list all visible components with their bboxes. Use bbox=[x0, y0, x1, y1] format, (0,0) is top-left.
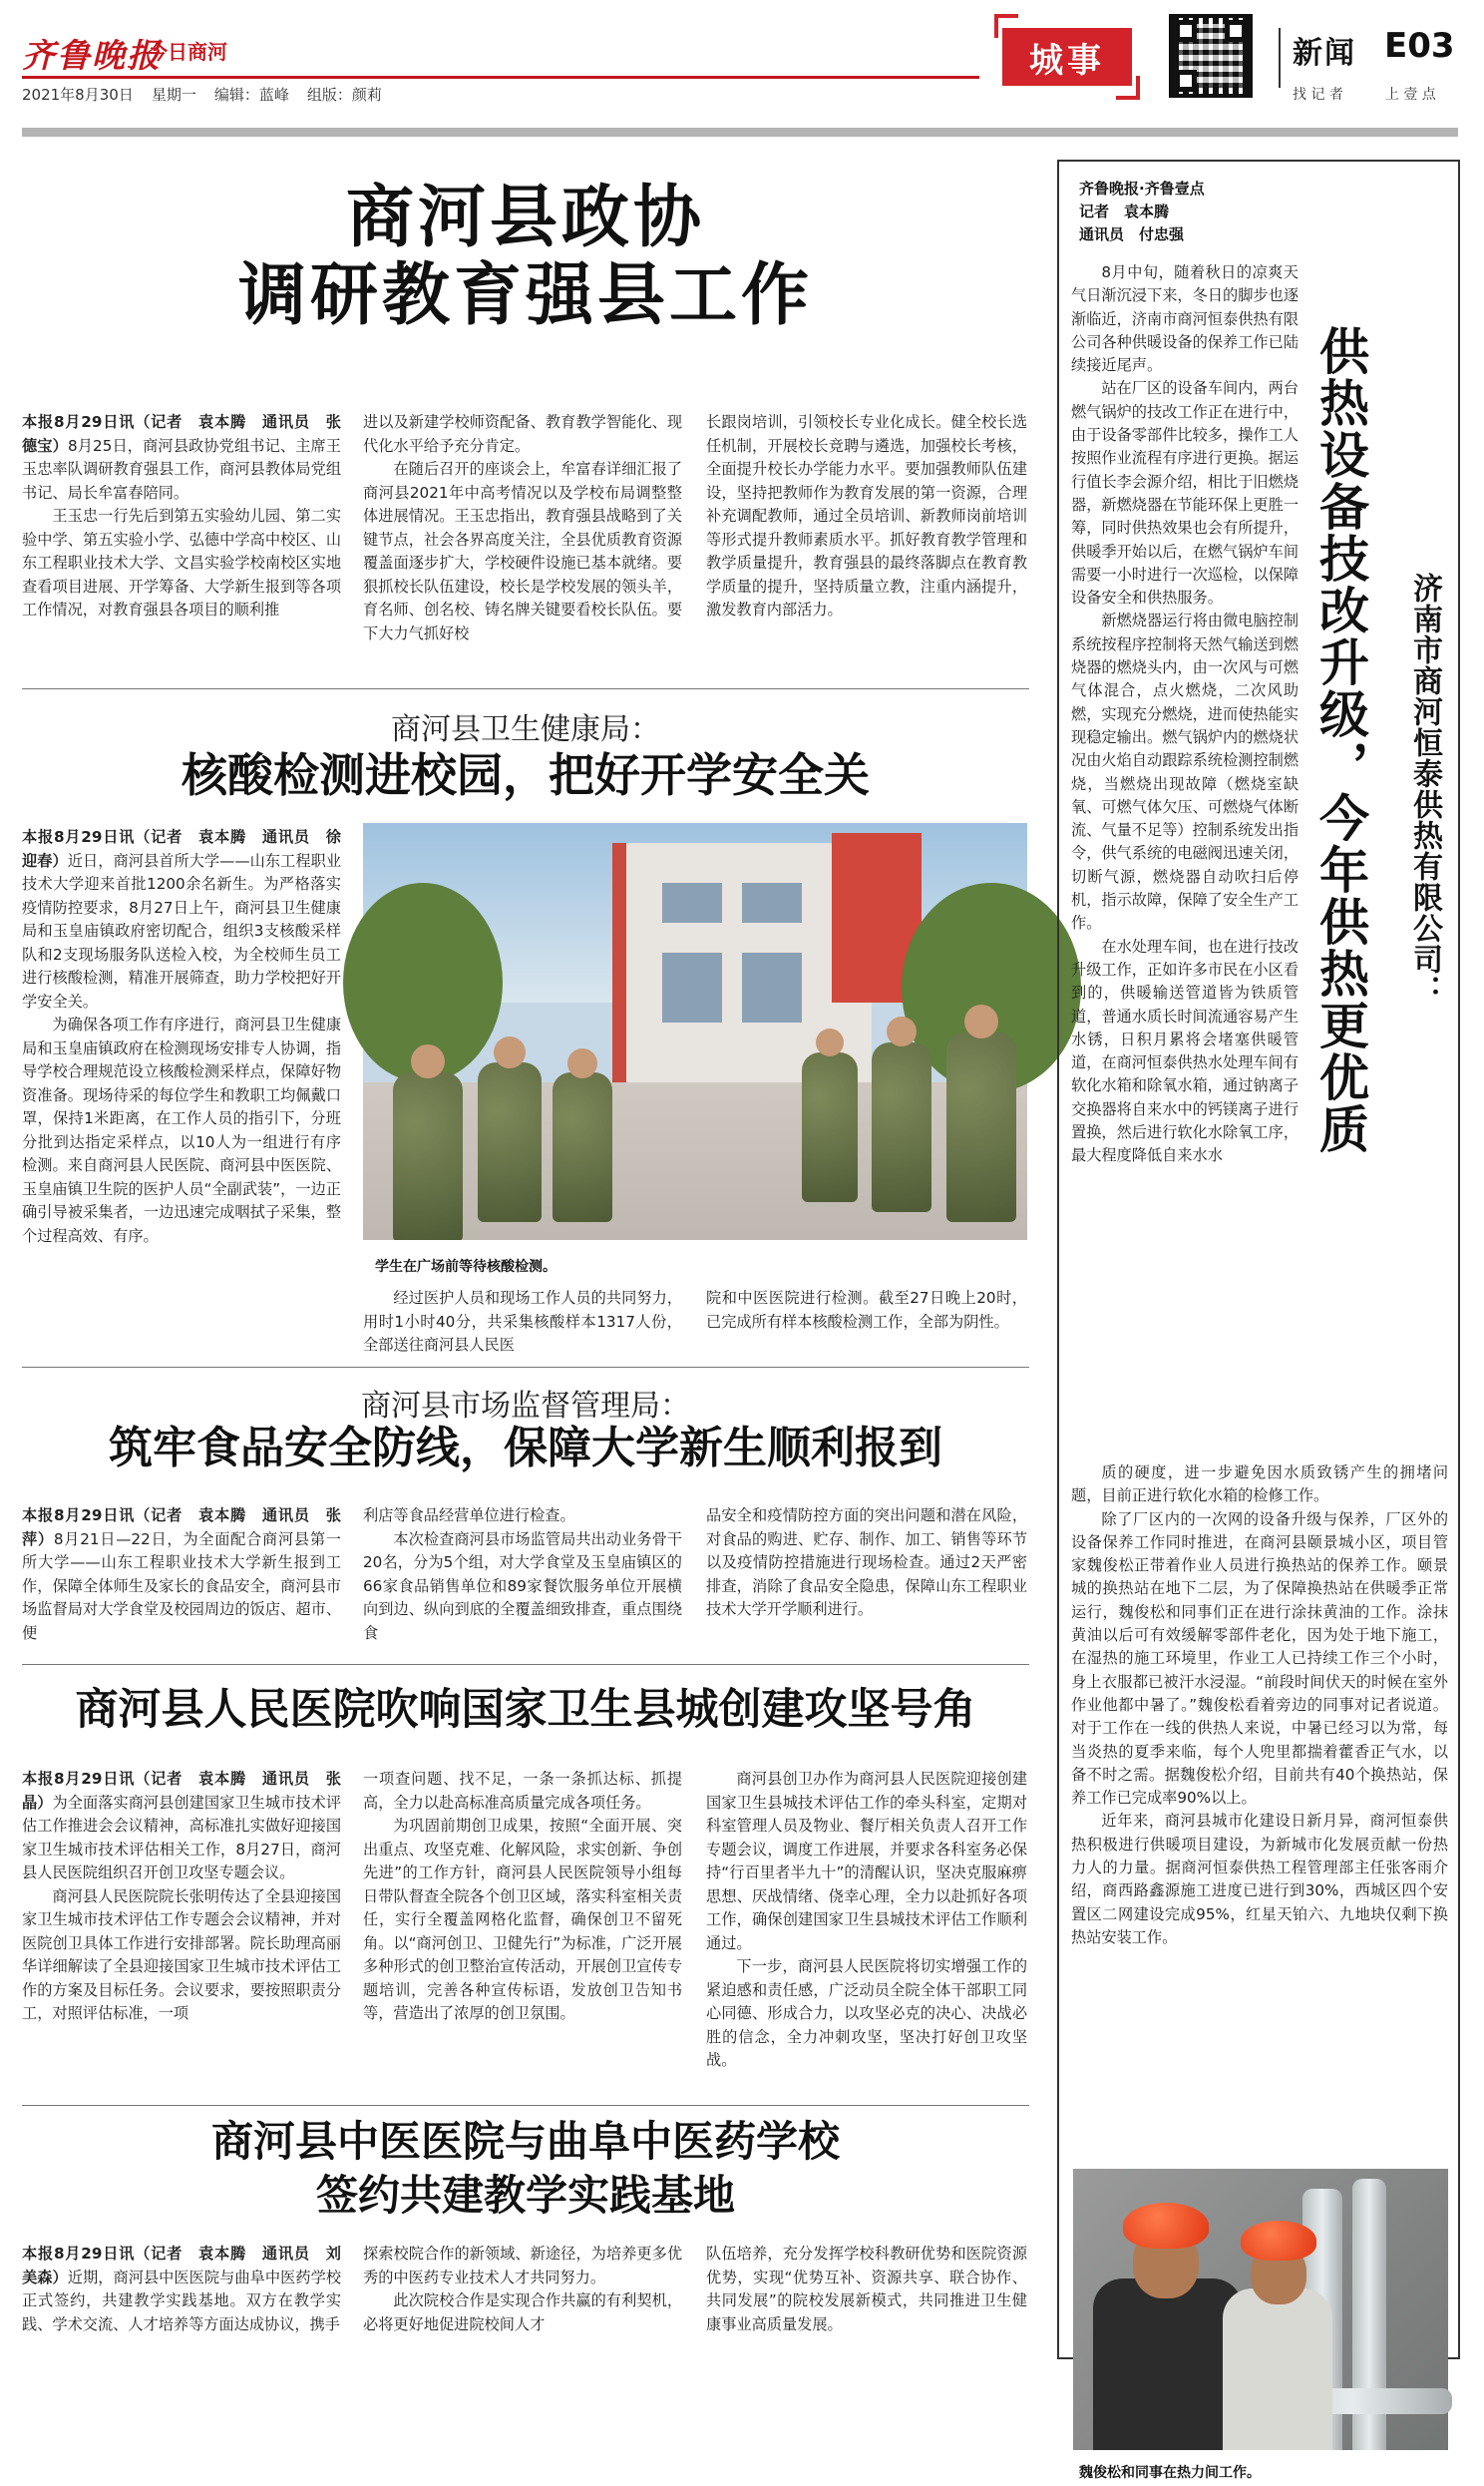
dateline: 本报8月29日讯（记者 袁本腾 通讯员 张德宝） bbox=[22, 413, 341, 455]
dateline: 本报8月29日讯（记者 袁本腾 通讯员 张晶） bbox=[22, 1770, 341, 1812]
article3-kicker: 商河县市场监督管理局： bbox=[361, 1389, 690, 1424]
student-figure bbox=[872, 1042, 931, 1212]
paragraph bbox=[22, 1768, 341, 1885]
masthead-gray-band bbox=[22, 128, 1458, 137]
paragraph: 8月中旬，随着秋日的凉爽天气日渐沉浸下来，冬日的脚步也逐渐临近，济南市商河恒泰供热有限公司各种供暖设备的保养工作已陆续接近尾声。 bbox=[1071, 263, 1298, 375]
heating-plant-photo bbox=[1073, 2169, 1448, 2486]
student-head bbox=[887, 1017, 917, 1046]
paragraph-text: 8月25日，商河县政协党组书记、主席王玉忠率队调研教育强县工作，商河县教体局党组书记、局长牟富春陪同。 bbox=[22, 436, 341, 502]
article1-title-line1: 商河县政协 bbox=[345, 179, 705, 257]
paragraph bbox=[1071, 1461, 1448, 1508]
paragraph-text: 利店等食品经营单位进行检查。 bbox=[363, 1506, 575, 1524]
edition-name: 今日商河 bbox=[148, 40, 227, 64]
article5-title-line2: 签约共建教学实践基地 bbox=[315, 2171, 735, 2220]
student-figure bbox=[478, 1062, 542, 1222]
paragraph-text: 近年来，商河县城市化建设日新月异，商河恒泰供热积极进行供暖项目建设，为新城市化发展贡献一份热力人的力量。据商河恒泰供热工程管理部主任张客雨介绍，商西路鑫源施工进度已进行到30%，西城区四个安置区二网建设完成95%，红星天铂六、九地块仅剩下换热站安装工作。 bbox=[1071, 1812, 1448, 1946]
paragraph-text: 探索校院合作的新领域、新途径，为培养更多优秀的中医药专业技术人才共同努力。 bbox=[363, 2245, 682, 2286]
paragraph bbox=[22, 1885, 341, 2026]
contact-left: 找 记 者 bbox=[1293, 87, 1343, 103]
article2-headline: 核酸检测进校园，把好开学安全关 bbox=[182, 748, 870, 802]
article4-column-3 bbox=[706, 1768, 1027, 2097]
paragraph-text: 近日，商河县首所大学——山东工程职业技术大学迎来首批1200余名新生。为严格落实疫情防控要求，8月27日上午，商河县卫生健康局和玉皇庙镇政府密切配合，组织3支核酸采样队和2支现场服务队送检入校，为全校师生员工进行核酸检测，精准开展筛查，助力学校把好开学安全关。 bbox=[22, 851, 342, 1011]
paragraph-text: 长跟岗培训，引领校长专业化成长。健全校长选任机制，开展校长竞聘与遴选，加强校长考核，全面提升校长办学能力水平。要加强教师队伍建设，坚持把教师作为教育发展的第一资源，合理补充调配教师，通过全员培训、新教师岗前培训等形式提升教师素质水平。抓好教育教学管理和教学质量提升，教育强县的最终落脚点在教育教学质量的提升，坚持质量立教，注重内涵提升，激发教育内部活力。 bbox=[706, 413, 1027, 619]
qr-code-icon[interactable] bbox=[1169, 14, 1253, 98]
article2-column-3 bbox=[706, 1287, 1027, 1357]
paragraph bbox=[22, 1014, 341, 1248]
issue-editor: 编辑：蓝峰 bbox=[213, 86, 289, 104]
sidebar-byline-reporter: 记者 袁本腾 bbox=[1079, 203, 1170, 220]
paragraph-text: 除了厂区内的一次网的设备升级与保养，厂区外的设备保养工作同时推进，在商河县颐景城小区，项目管家魏俊松正带着作业人员进行换热站的保养工作。颐景城的换热站在地下二层，为了保障换热站在供暖季正常运行，魏俊松和同事们正在进行涂抹黄油的工作。涂抹黄油以后可有效缓解零部件老化，因为处于地下施工，在湿热的施工环境里，作业工人已持续工作三个小时，身上衣服都已被汗水浸湿。“前段时间伏天的时候在室外作业他都中暑了。”魏俊松看着旁边的同事对记者说道。对于工作在一线的供热人来说，中暑已经习以为常，每当炎热的夏季来临，每个人兜里都揣着藿香正气水，以备不时之需。据魏俊松介绍，目前共有40个换热站，保养工作已完成率90%以上。 bbox=[1071, 1509, 1448, 1808]
sidebar-body-narrow bbox=[1071, 261, 1298, 1168]
paragraph bbox=[22, 826, 341, 1014]
student-head bbox=[411, 1044, 445, 1078]
sidebar-feature bbox=[1057, 160, 1460, 2481]
sidebar-headline-block bbox=[1306, 233, 1450, 1460]
hard-hat-icon bbox=[1123, 2203, 1209, 2249]
sidebar-byline bbox=[1079, 178, 1205, 246]
paragraph bbox=[363, 2289, 682, 2336]
pipe bbox=[1352, 2179, 1386, 2468]
article2-column-2 bbox=[363, 1287, 682, 1357]
newspaper-logo: 齐鲁晚报 bbox=[22, 36, 162, 75]
student-figure bbox=[393, 1072, 463, 1242]
article3-column-2 bbox=[363, 1504, 682, 1648]
paragraph-text: 为全面落实商河县创建国家卫生城市技术评估工作推进会会议精神，高标准扎实做好迎接国家卫生城市技术评估相关工作，8月27日，商河县人民医院组织召开创卫攻坚专题会议。 bbox=[22, 1793, 342, 1881]
paragraph bbox=[363, 1815, 682, 2026]
article-divider bbox=[22, 1367, 1029, 1368]
paragraph bbox=[706, 2243, 1027, 2336]
article4-headline: 商河县人民医院吹响国家卫生县城创建攻坚号角 bbox=[75, 1685, 976, 1735]
paragraph bbox=[363, 1504, 682, 1528]
paragraph-text: 本次检查商河县市场监管局共出动业务骨干20名，分为5个组，对大学食堂及玉皇庙镇区的66家食品销售单位和89家餐饮服务单位开展横向到边、纵向到底的全覆盖细致排查，重点围绕食 bbox=[363, 1529, 682, 1642]
sidebar-headline: 供热设备技改升级，今年供热更优质 bbox=[1311, 325, 1369, 1155]
student-head bbox=[494, 1036, 526, 1068]
paragraph-text: 经过医护人员和现场工作人员的共同努力，用时1小时40分，共采集核酸样本1317人份，全部送往商河县人民医 bbox=[363, 1289, 682, 1354]
issue-layout: 组版：颜莉 bbox=[306, 86, 382, 104]
sidebar-body-wide bbox=[1071, 1461, 1448, 1949]
paragraph-text: 商河县人民医院院长张明传达了全县迎接国家卫生城市技术评估工作专题会会议精神，并对医院创卫具体工作进行安排部署。院长助理高丽华详细解读了全县迎接国家卫生城市技术评估工作的方案及目标任务。会议要求，要按照职责分工，对照评估标准，一项 bbox=[22, 1886, 341, 2022]
window bbox=[742, 953, 802, 1023]
qr-corner-icon bbox=[1225, 20, 1247, 42]
qr-corner-icon bbox=[1175, 20, 1197, 42]
masthead bbox=[0, 0, 1484, 110]
article1-column-2 bbox=[363, 411, 682, 670]
article5-column-3 bbox=[706, 2243, 1027, 2362]
paragraph-text: 此次院校合作是实现合作共赢的有利契机，必将更好地促进院校间人才 bbox=[363, 2291, 682, 2333]
dateline: 本报8月29日讯（记者 袁本腾 通讯员 徐迎春） bbox=[22, 828, 341, 870]
issue-info bbox=[22, 84, 400, 105]
paragraph: 站在厂区的设备车间内，两台燃气锅炉的技改工作正在进行中，由于设备零部件比较多，操作工人按照作业流程有序进行更换。据运行值长李会源介绍，相比于旧燃烧器，新燃烧器在节能环保上更胜一筹，同时供热效果也会有所提升，供暖季开始以后，在燃气锅炉车间需要一小时进行一次巡检，以保障设备安全和供热服务。 bbox=[1071, 379, 1298, 608]
paragraph-text: 为确保各项工作有序进行，商河县卫生健康局和玉皇庙镇政府在检测现场安排专人协调，指导学校合理规范设立核酸检测采样点，保障好物资准备。现场待采的每位学生和教职工均佩戴口罩，保持1米距离，在工作人员的指引下，分班分批到达指定采样点，以10人为一组进行有序检测。来自商河县人民医院、商河县中医医院、玉皇庙镇卫生院的医护人员“全副武装”，一边正确引导被采集者，一边迅速完成咽拭子采集，整个过程高效、有序。 bbox=[22, 1016, 341, 1245]
page-number: E03 bbox=[1384, 26, 1455, 66]
paragraph bbox=[706, 1287, 1027, 1334]
dateline: 本报8月29日讯（记者 袁本腾 通讯员 张萍） bbox=[22, 1506, 341, 1548]
paragraph bbox=[22, 505, 341, 622]
sidebar-subheadline: 济南市商河恒泰供热有限公司： bbox=[1407, 573, 1442, 1006]
paragraph bbox=[706, 411, 1027, 622]
paragraph bbox=[22, 2243, 341, 2336]
paragraph-text: 院和中医医院进行检测。截至27日晚上20时，已完成所有样本核酸检测工作，全部为阴性。 bbox=[706, 1289, 1027, 1331]
article2-kicker: 商河县卫生健康局： bbox=[391, 712, 660, 747]
article5-title-line1: 商河县中医医院与曲阜中医药学校 bbox=[210, 2117, 840, 2166]
contact-right: 上 壹 点 bbox=[1384, 87, 1436, 103]
article5-column-1 bbox=[22, 2243, 341, 2362]
worker-figure bbox=[1093, 2279, 1243, 2478]
qr-corner-icon bbox=[1175, 70, 1197, 92]
article1-column-1 bbox=[22, 411, 341, 670]
window bbox=[662, 883, 722, 923]
masthead-divider bbox=[22, 76, 979, 79]
heating-plant-photo-caption: 魏俊松和同事在热力间工作。 bbox=[1073, 2450, 1448, 2486]
paragraph bbox=[706, 1955, 1027, 2073]
student-head bbox=[567, 1048, 597, 1078]
paragraph: 新燃烧器运行将由微电脑控制系统按程序控制将天然气输送到燃烧器的燃烧头内，由一次风与可燃气体混合，点火燃烧，二次风助燃，实现充分燃烧，进而使热能实现稳定输出。燃气锅炉内的燃烧状况由火焰自动跟踪系统检测控制燃烧，当燃烧出现故障（燃烧室缺氧、可燃气体欠压、可燃烧气体断流、气量不足等）控制系统发出指令，供气系统的电磁阀迅速关闭，切断气源，燃烧器自动吹扫后停机，指示故障，保障了安全生产工作。 bbox=[1071, 612, 1298, 933]
window bbox=[662, 953, 722, 1023]
paragraph-text: 一项查问题、找不足，一条一条抓达标、抓提高，全力以赴高标准高质量完成各项任务。 bbox=[363, 1770, 682, 1812]
article3-headline: 筑牢食品安全防线，保障大学新生顺利报到 bbox=[109, 1423, 942, 1473]
article3-column-1 bbox=[22, 1504, 341, 1648]
paragraph-text: 下一步，商河县人民医院将切实增强工作的紧迫感和责任感，广泛动员全院全体干部职工同心同德、形成合力，以攻坚必克的决心、决战必胜的信念，全力冲刺攻坚，坚决打好创卫攻坚战。 bbox=[706, 1957, 1027, 2069]
paragraph-text: 近期，商河县中医医院与曲阜中医药学校正式签约，共建教学实践基地。双方在教学实践、学术交流、人才培养等方面达成协议，携手 bbox=[22, 2268, 342, 2333]
paragraph bbox=[363, 1528, 682, 1646]
paragraph-text: 王玉忠一行先后到第五实验幼儿园、第二实验中学、第五实验小学、弘德中学高中校区、山东工程职业技术大学、文昌实验学校南校区实地查看项目进展、开学筹备、大学新生报到等各项工作情况，对教育强县各项目的顺利推 bbox=[22, 507, 341, 619]
sidebar-byline-correspondent: 通讯员 付忠强 bbox=[1079, 225, 1185, 243]
contact-line bbox=[1293, 84, 1436, 104]
paragraph bbox=[1071, 1508, 1448, 1811]
campus-photo bbox=[363, 823, 1027, 1284]
issue-weekday: 星期一 bbox=[151, 86, 196, 104]
issue-date: 2021年8月30日 bbox=[22, 86, 134, 104]
student-head bbox=[816, 1029, 844, 1056]
article4-column-2 bbox=[363, 1768, 682, 2097]
article-divider bbox=[22, 688, 1029, 689]
paragraph-text: 为巩固前期创卫成果，按照“全面开展、突出重点、攻坚克难、化解风险，求实创新、争创先进”的工作方针，商河县人民医院领导小组每日带队督查全院各个创卫区域，落实科室相关责任，实行全覆盖网格化监督，确保创卫不留死角。以“商河创卫、卫健先行”为标准，广泛开展多种形式的创卫整治宣传活动，开展创卫宣传专题培训，完善各种宣传标语，发放创卫告知书等，营造出了浓厚的创卫氛围。 bbox=[363, 1817, 682, 2022]
paragraph-text: 质的硬度，进一步避免因水质致锈产生的拥堵问题，目前正进行软化水箱的检修工作。 bbox=[1071, 1463, 1448, 1505]
masthead-vertical-rule bbox=[1279, 28, 1281, 88]
student-head bbox=[964, 1005, 998, 1038]
dateline: 本报8月29日讯（记者 袁本腾 通讯员 刘美森） bbox=[22, 2245, 341, 2286]
paragraph-text: 队伍培养，充分发挥学校科教研优势和医院资源优势，实现“优势互补、资源共享、联合协作、共同发展”的院校发展新模式，共同推进卫生健康事业高质量发展。 bbox=[706, 2245, 1027, 2333]
article-divider bbox=[22, 2105, 1029, 2106]
article5-headline bbox=[22, 2115, 1029, 2223]
paragraph bbox=[1071, 1810, 1448, 1949]
window bbox=[742, 883, 802, 923]
article1-title-line2: 调研教育强县工作 bbox=[237, 256, 813, 335]
article5-column-2 bbox=[363, 2243, 682, 2362]
campus-photo-caption: 学生在广场前等待核酸检测。 bbox=[363, 1240, 1027, 1284]
paragraph bbox=[363, 1287, 682, 1358]
paragraph bbox=[363, 458, 682, 645]
paragraph-text: 8月21日—22日，为全面配合商河县第一所大学——山东工程职业技术大学新生报到工作，保障全体师生及家长的食品安全，商河县市场监督局对大学食堂及校园周边的饭店、超市、便 bbox=[22, 1529, 341, 1642]
sidebar-byline-outlet: 齐鲁晚报·齐鲁壹点 bbox=[1079, 180, 1205, 198]
article1-column-3 bbox=[706, 411, 1027, 670]
section-news-label: 新闻 bbox=[1293, 36, 1356, 71]
paragraph-text: 在随后召开的座谈会上，牟富春详细汇报了商河县2021年中高考情况以及学校布局调整整体进展情况。王玉忠指出，教育强县战略到了关键节点，社会各界高度关注，全县优质教育资源覆盖面逐步扩大，学校硬件设施已基本就绪。要狠抓校长队伍建设，校长是学校发展的领头羊，育名师、创名校、铸名牌关键要看校长队伍。要下大力气抓好校 bbox=[363, 460, 682, 642]
article2-column-1 bbox=[22, 826, 341, 1345]
paragraph bbox=[363, 411, 682, 458]
paragraph bbox=[363, 2243, 682, 2289]
paragraph-text: 商河县创卫办作为商河县人民医院迎接创建国家卫生县城技术评估工作的牵头科室，定期对科室管理人员及物业、餐厅相关负责人召开工作专题会议，调度工作进展，并要求各科室务必保持“行百里者半九十”的清醒认识，坚决克服麻痹思想、厌战情绪、侥幸心理，全力以赴抓好各项工作，确保创建国家卫生县城技术评估工作顺利通过。 bbox=[706, 1770, 1027, 1952]
student-figure bbox=[553, 1072, 612, 1222]
paragraph bbox=[22, 411, 341, 505]
paragraph bbox=[706, 1504, 1027, 1622]
paragraph bbox=[22, 1504, 341, 1645]
paragraph bbox=[363, 1768, 682, 1815]
paragraph-text: 进以及新建学校师资配备、教育教学智能化、现代化水平给予充分肯定。 bbox=[363, 413, 682, 455]
article3-column-3 bbox=[706, 1504, 1027, 1648]
article4-column-1 bbox=[22, 1768, 341, 2097]
hard-hat-icon bbox=[1241, 2221, 1316, 2261]
student-figure bbox=[802, 1052, 858, 1202]
paragraph bbox=[706, 1768, 1027, 1955]
article1-headline bbox=[22, 180, 1029, 335]
section-badge: 城事 bbox=[1002, 28, 1132, 86]
paragraph: 在水处理车间，也在进行技改升级工作，正如许多市民在小区看到的，供暖输送管道皆为铁质管道，普通水质长时间流通容易产生水锈，日积月累将会堵塞供暖管道，在商河恒泰供热水处理车间有软化水箱和除氧水箱，通过钠离子交换器将自来水中的钙镁离子进行置换，然后进行软化水除氧工序，最大程度降低自来水水 bbox=[1071, 937, 1298, 1165]
student-figure bbox=[946, 1033, 1016, 1222]
article-divider bbox=[22, 1664, 1029, 1665]
paragraph-text: 品安全和疫情防控方面的突出问题和潜在风险，对食品的购进、贮存、制作、加工、销售等环节以及疫情防控措施进行现场检查。通过2天严密排查，消除了食品安全隐患，保障山东工程职业技术大学开学顺利进行。 bbox=[706, 1506, 1027, 1618]
